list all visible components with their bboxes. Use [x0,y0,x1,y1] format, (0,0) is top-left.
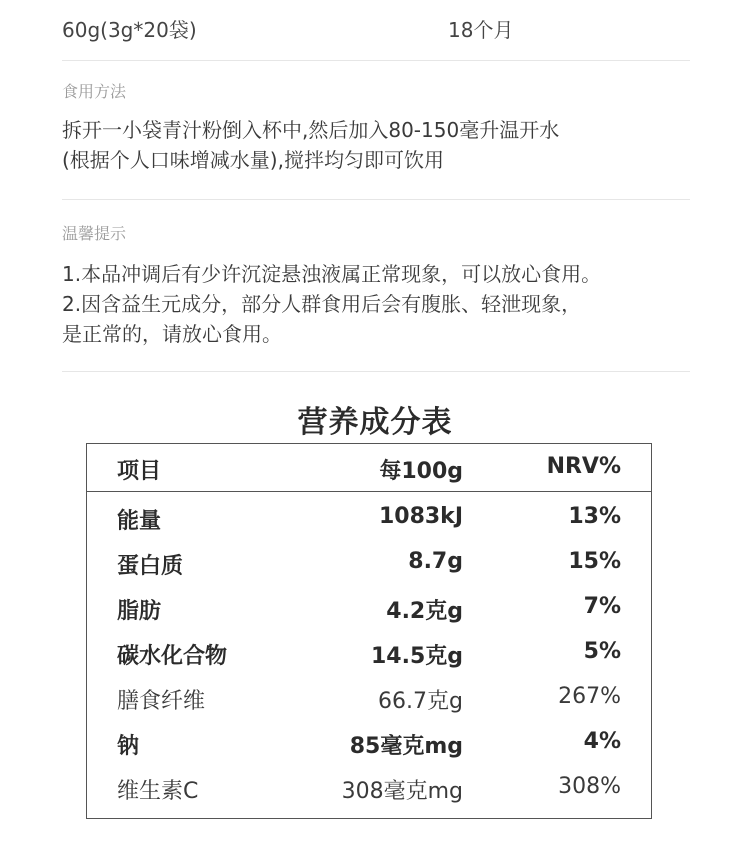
usage-text [62,115,722,175]
nutrient-amount: 8.7g [408,549,463,574]
tips-label: 温馨提示 [62,224,127,243]
nutrient-amount: 308毫克mg [341,779,463,804]
nutrient-nrv: 7% [583,594,621,619]
nutrient-amount: 14.5克g [370,644,463,669]
table-row [87,768,651,813]
table-row [87,633,651,678]
shelf-life-value: 18个月 [448,18,514,42]
table-row [87,678,651,723]
nutrient-name: 蛋白质 [117,554,184,579]
tips-text [62,259,722,349]
nutrient-amount: 85毫克mg [349,734,463,759]
nutrient-nrv: 15% [568,549,621,574]
divider [62,60,690,61]
nutrient-nrv: 13% [568,504,621,529]
tips-line: 是正常的，请放心食用。 [62,322,282,346]
header-nrv: NRV% [546,454,621,479]
usage-line: 拆开一小袋青汁粉倒入杯中,然后加入80-150毫升温开水 [62,118,560,142]
nutrient-amount: 66.7克g [378,689,463,714]
nutrient-name: 钠 [117,734,140,759]
net-weight-value: 60g(3g*20袋) [62,18,197,42]
tips-line: 2.因含益生元成分，部分人群食用后会有腹胀、轻泄现象， [62,292,582,316]
usage-label: 食用方法 [62,82,127,101]
usage-line: (根据个人口味增减水量),搅拌均匀即可饮用 [62,148,444,172]
nutrient-nrv: 267% [558,684,621,709]
nutrition-header-row [87,444,651,492]
table-row [87,588,651,633]
nutrient-name: 脂肪 [117,599,162,624]
nutrient-name: 维生素C [117,779,199,804]
nutrient-amount: 1083kJ [378,504,463,529]
nutrition-table [86,443,652,819]
tips-line: 1.本品冲调后有少许沉淀悬浊液属正常现象，可以放心食用。 [62,262,602,286]
table-row [87,498,651,543]
nutrient-nrv: 308% [558,774,621,799]
divider [62,371,690,372]
nutrient-name: 碳水化合物 [117,644,228,669]
table-row [87,543,651,588]
nutrition-title: 营养成分表 [297,405,453,440]
spec-row [62,14,690,46]
nutrient-name: 膳食纤维 [117,689,206,714]
header-item: 项目 [117,459,162,484]
nutrient-nrv: 5% [583,639,621,664]
table-row [87,723,651,768]
nutrient-name: 能量 [117,509,162,534]
nutrient-amount: 4.2克g [386,599,463,624]
nutrient-nrv: 4% [583,729,621,754]
header-per100g: 每100g [379,459,463,484]
divider [62,199,690,200]
